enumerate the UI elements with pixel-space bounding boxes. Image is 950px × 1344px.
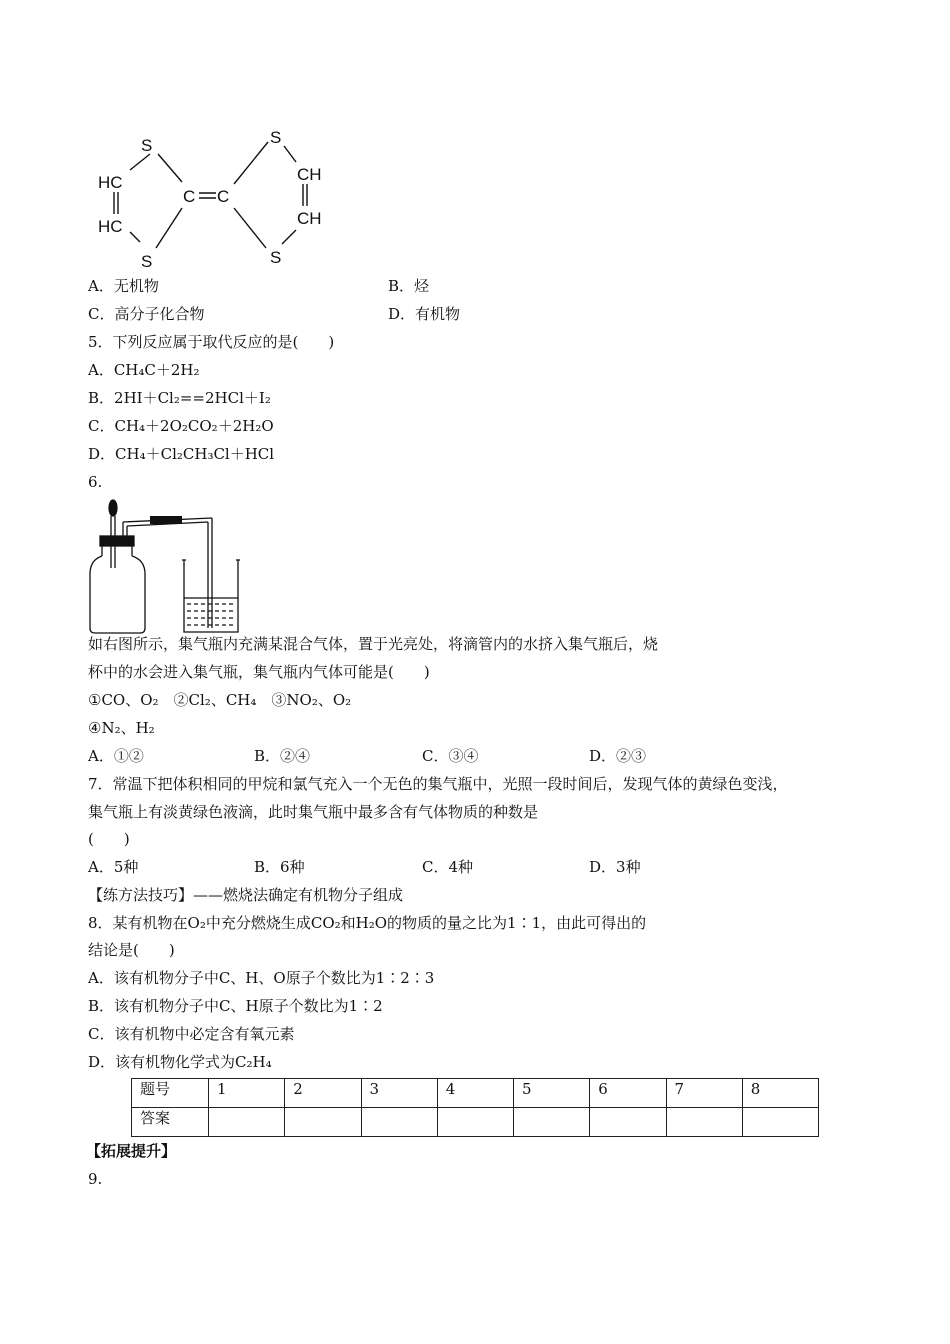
atom-c2: C: [217, 187, 230, 206]
q8-option-c: C．该有机物中必定含有氧元素: [88, 1025, 295, 1043]
apparatus-diagram: [86, 498, 256, 636]
q4-option-d: D．有机物: [388, 305, 461, 323]
q8-line2: 结论是( ): [88, 941, 175, 959]
question-number-1: 1: [209, 1079, 285, 1108]
q8-option-d: D．该有机物化学式为C₂H₄: [88, 1053, 272, 1071]
q7-option-d: D．3种: [589, 858, 641, 876]
row-label-answer: 答案: [132, 1108, 209, 1137]
question-number-8: 8: [742, 1079, 818, 1108]
answer-cell-6[interactable]: [590, 1108, 666, 1137]
question-number-4: 4: [437, 1079, 513, 1108]
answer-cell-1[interactable]: [209, 1108, 285, 1137]
q6-option-d: D．②③: [589, 747, 647, 765]
atom-s4: S: [270, 248, 282, 267]
question-number-7: 7: [666, 1079, 742, 1108]
q5-option-b: B．2HI＋Cl₂==2HCl＋I₂: [88, 389, 271, 407]
q6-choices-line2: ④N₂、H₂: [88, 719, 155, 737]
q7-option-b: B．6种: [254, 858, 305, 876]
q5-option-c: C．CH₄＋2O₂CO₂＋2H₂O: [88, 417, 274, 435]
q6-number: 6.: [88, 473, 103, 491]
question-number-6: 6: [590, 1079, 666, 1108]
q7-line1: 7．常温下把体积相同的甲烷和氯气充入一个无色的集气瓶中，光照一段时间后，发现气体的黄绿色变浅，: [88, 775, 788, 793]
question-number-3: 3: [361, 1079, 437, 1108]
table-row: [132, 1108, 819, 1137]
q8-line1: 8．某有机物在O₂中充分燃烧生成CO₂和H₂O的物质的量之比为1∶1，由此可得出的: [88, 914, 647, 932]
q5-stem: 5．下列反应属于取代反应的是( ): [88, 333, 335, 351]
q7-option-c: C．4种: [422, 858, 474, 876]
atom-s2: S: [141, 252, 153, 271]
q6-option-b: B．②④: [254, 747, 311, 765]
q6-stem-line2: 杯中的水会进入集气瓶，集气瓶内气体可能是( ): [88, 663, 430, 681]
answer-cell-8[interactable]: [742, 1108, 818, 1137]
atom-ch1: CH: [297, 165, 322, 184]
q4-option-b: B．烃: [388, 277, 430, 295]
q6-option-c: C．③④: [422, 747, 479, 765]
answer-cell-2[interactable]: [285, 1108, 361, 1137]
q8-option-b: B．该有机物分子中C、H原子个数比为1∶2: [88, 997, 383, 1015]
question-number-5: 5: [514, 1079, 590, 1108]
section-extend-heading: 【拓展提升】: [86, 1142, 177, 1160]
answer-cell-3[interactable]: [361, 1108, 437, 1137]
q7-line3: ( ): [88, 830, 130, 848]
molecule-structure: [90, 118, 350, 278]
answer-cell-7[interactable]: [666, 1108, 742, 1137]
q5-option-d: D．CH₄＋Cl₂CH₃Cl＋HCl: [88, 445, 275, 463]
q4-option-a: A．无机物: [88, 277, 159, 295]
answer-cell-5[interactable]: [514, 1108, 590, 1137]
atom-hc2: HC: [98, 217, 123, 236]
q6-stem-line1: 如右图所示，集气瓶内充满某混合气体，置于光亮处，将滴管内的水挤入集气瓶后，烧: [88, 635, 659, 653]
q5-option-a: A．CH₄C＋2H₂: [88, 361, 200, 379]
row-label-number: 题号: [132, 1079, 209, 1108]
q4-option-c: C．高分子化合物: [88, 305, 205, 323]
q6-option-a: A．①②: [88, 747, 144, 765]
section-method-heading: 【练方法技巧】——燃烧法确定有机物分子组成: [88, 886, 404, 904]
answer-cell-4[interactable]: [437, 1108, 513, 1137]
q7-line2: 集气瓶上有淡黄绿色液滴，此时集气瓶中最多含有气体物质的种数是: [88, 803, 539, 821]
atom-s1: S: [141, 136, 153, 155]
q9-number: 9.: [88, 1170, 103, 1188]
answer-table: [131, 1078, 819, 1137]
q6-choices-line1: ①CO、O₂ ②Cl₂、CH₄ ③NO₂、O₂: [88, 691, 352, 709]
atom-s3: S: [270, 128, 282, 147]
q7-option-a: A．5种: [88, 858, 139, 876]
atom-ch2: CH: [297, 209, 322, 228]
question-number-2: 2: [285, 1079, 361, 1108]
atom-c1: C: [183, 187, 196, 206]
q8-option-a: A．该有机物分子中C、H、O原子个数比为1∶2∶3: [88, 969, 435, 987]
table-row: [132, 1079, 819, 1108]
atom-hc1: HC: [98, 173, 123, 192]
